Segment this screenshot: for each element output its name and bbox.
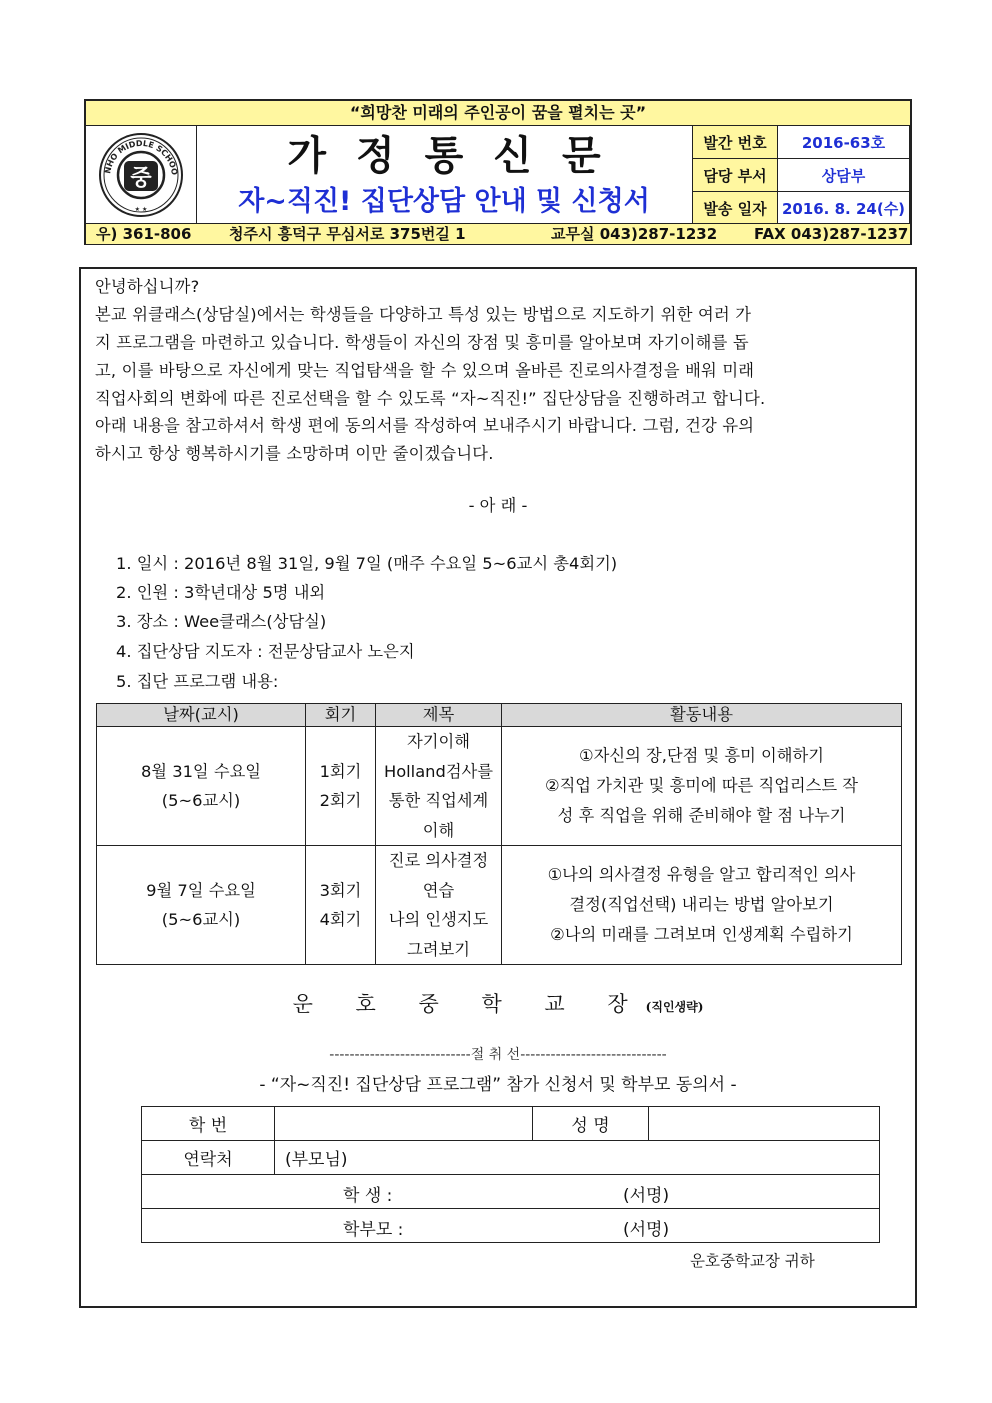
application-form: [141, 1106, 880, 1243]
issue-info-row: [693, 159, 910, 192]
contact-label: 연락처: [142, 1141, 275, 1175]
postal-code: 우) 361-806: [96, 225, 192, 243]
col-header-session: 회기: [306, 704, 376, 727]
program-table-header: [97, 704, 902, 727]
activity-line: 성 후 직업을 위해 준비해야 할 점 나누기: [557, 806, 846, 825]
row-activity: [502, 727, 902, 846]
session-line: 3회기: [319, 881, 362, 900]
issue-info-table: [692, 125, 910, 225]
session-line: 2회기: [319, 791, 362, 810]
session-line: 4회기: [319, 910, 362, 929]
department-label: 담당 부서: [693, 159, 778, 192]
below-heading: - 아 래 -: [468, 496, 528, 515]
office-phone: 교무실 043)287-1232: [551, 225, 718, 243]
date-line: 9월 7일 수요일: [146, 881, 256, 900]
table-row: [97, 727, 902, 846]
row-session: [306, 846, 376, 965]
col-header-date: 날짜(교시): [97, 704, 306, 727]
form-title: - “자~직진! 집단상담 프로그램” 참가 신청서 및 학부모 동의서 -: [259, 1075, 737, 1095]
letter-line: 하시고 항상 행복하시기를 소망하며 이만 줄이겠습니다.: [95, 444, 494, 463]
activity-line: ①나의 의사결정 유형을 알고 합리적인 의사: [547, 865, 856, 884]
logo-char: 중: [130, 166, 152, 191]
period-line: (5~6교시): [161, 791, 241, 810]
activity-line: ②나의 미래를 그려보며 인생계획 수립하기: [550, 925, 853, 944]
title-line: 연습: [422, 880, 455, 900]
fax-number: FAX 043)287-1237: [754, 225, 909, 243]
title-line: 자기이해: [407, 732, 470, 751]
col-header-activity: 활동내용: [502, 704, 902, 727]
student-number-field[interactable]: [275, 1107, 533, 1141]
detail-item-leader: 4. 집단상담 지도자 : 전문상담교사 노은지: [116, 642, 415, 661]
date-line: 8월 31일 수요일: [140, 762, 262, 781]
header-main: [86, 125, 910, 223]
newsletter-subtitle: 자~직진! 집단상담 안내 및 신청서: [238, 186, 650, 217]
principal-signature: [79, 988, 917, 1018]
principal-name: 운 호 중 학 교 장: [292, 992, 646, 1016]
title-line: 이해: [422, 820, 455, 840]
form-row: [142, 1175, 880, 1209]
form-row: [142, 1209, 880, 1243]
school-contact-bar: [86, 223, 910, 244]
issue-info-row: [693, 192, 910, 225]
student-signature-field[interactable]: [142, 1175, 880, 1209]
detail-item-program: 5. 집단 프로그램 내용:: [116, 672, 279, 691]
letter-greeting: 안녕하십니까?: [95, 277, 200, 296]
svg-text:★ ★: ★ ★: [134, 206, 148, 213]
activity-line: 결정(직업선택) 내리는 방법 알아보기: [569, 895, 834, 914]
letter-line: 아래 내용을 참고하셔서 학생 편에 동의서를 작성하여 보내주시기 바랍니다. 그럼, 건강 유의: [95, 416, 755, 435]
title-line: 나의 인생지도: [388, 910, 489, 929]
contact-field[interactable]: (부모님): [275, 1141, 880, 1175]
row-date: [97, 846, 306, 965]
send-date-value: 2016. 8. 24(수): [778, 192, 910, 225]
session-line: 1회기: [319, 762, 362, 781]
cut-line: ----------------------------절 취 선-----------------------------: [329, 1047, 667, 1063]
parent-sign-mark: (서명): [623, 1220, 670, 1240]
slogan: “희망찬 미래의 주인공이 꿈을 펼치는 곳”: [86, 101, 910, 126]
activity-line: ②직업 가치관 및 흥미에 따른 직업리스트 작: [544, 776, 859, 795]
row-title: [376, 727, 502, 846]
student-number-label: 학 번: [142, 1107, 275, 1141]
student-sign-mark: (서명): [623, 1186, 670, 1206]
table-row: [97, 846, 902, 965]
col-header-title: 제목: [376, 704, 502, 727]
letter-line: 고, 이를 바탕으로 자신에게 맞는 직업탐색을 할 수 있으며 올바른 진로의사결정을 배워 미래: [95, 361, 755, 380]
period-line: (5~6교시): [161, 910, 241, 929]
seal-note: (직인생략): [645, 1000, 704, 1014]
student-name-field[interactable]: [649, 1107, 880, 1141]
student-name-label: 성 명: [533, 1107, 649, 1141]
letter-line: 본교 위클래스(상담실)에서는 학생들을 다양하고 특성 있는 방법으로 지도하기 위한 여러 가: [95, 305, 752, 324]
row-session: [306, 727, 376, 846]
detail-item-date: 1. 일시 : 2016년 8월 31일, 9월 7일 (매주 수요일 5~6교시 총4회기): [116, 554, 618, 573]
title-line: Holland검사를: [383, 761, 494, 781]
addressee: 운호중학교장 귀하: [690, 1252, 815, 1270]
parent-signature-field[interactable]: [142, 1209, 880, 1243]
detail-item-place: 3. 장소 : Wee클래스(상담실): [116, 612, 327, 631]
issue-number-value: 2016-63호: [778, 126, 910, 159]
school-emblem-icon: [86, 125, 196, 223]
title-line: 그려보기: [407, 939, 470, 959]
send-date-label: 발송 일자: [693, 192, 778, 225]
detail-item-participants: 2. 인원 : 3학년대상 5명 내외: [116, 583, 326, 602]
activity-line: ①자신의 장,단점 및 흥미 이해하기: [579, 746, 824, 765]
row-title: [376, 846, 502, 965]
parent-sign-label: 학부모 :: [343, 1220, 404, 1240]
school-address: 청주시 흥덕구 무심서로 375번길 1: [229, 225, 466, 243]
form-row: [142, 1107, 880, 1141]
program-table: [96, 703, 902, 965]
row-date: [97, 727, 306, 846]
title-cell: [196, 125, 692, 223]
letter-line: 직업사회의 변화에 따른 진로선택을 할 수 있도록 “자~직진!” 집단상담을 진행하려고 합니다.: [95, 389, 766, 408]
logo-ring-text: NHO MIDDLE SCHOO: [103, 138, 180, 176]
student-sign-label: 학 생 :: [343, 1186, 393, 1206]
newsletter-header: [84, 99, 912, 245]
title-line: 진로 의사결정: [388, 851, 489, 870]
issue-info-row: [693, 126, 910, 159]
form-row: [142, 1141, 880, 1175]
school-logo-cell: [86, 125, 197, 223]
letter-line: 지 프로그램을 마련하고 있습니다. 학생들이 자신의 장점 및 흥미를 알아보며 자기이해를 돕: [95, 333, 749, 352]
title-line: 통한 직업세계: [388, 791, 489, 810]
newsletter-title: 가정통신문: [287, 132, 631, 179]
issue-number-label: 발간 번호: [693, 126, 778, 159]
row-activity: [502, 846, 902, 965]
department-value: 상담부: [778, 159, 910, 192]
